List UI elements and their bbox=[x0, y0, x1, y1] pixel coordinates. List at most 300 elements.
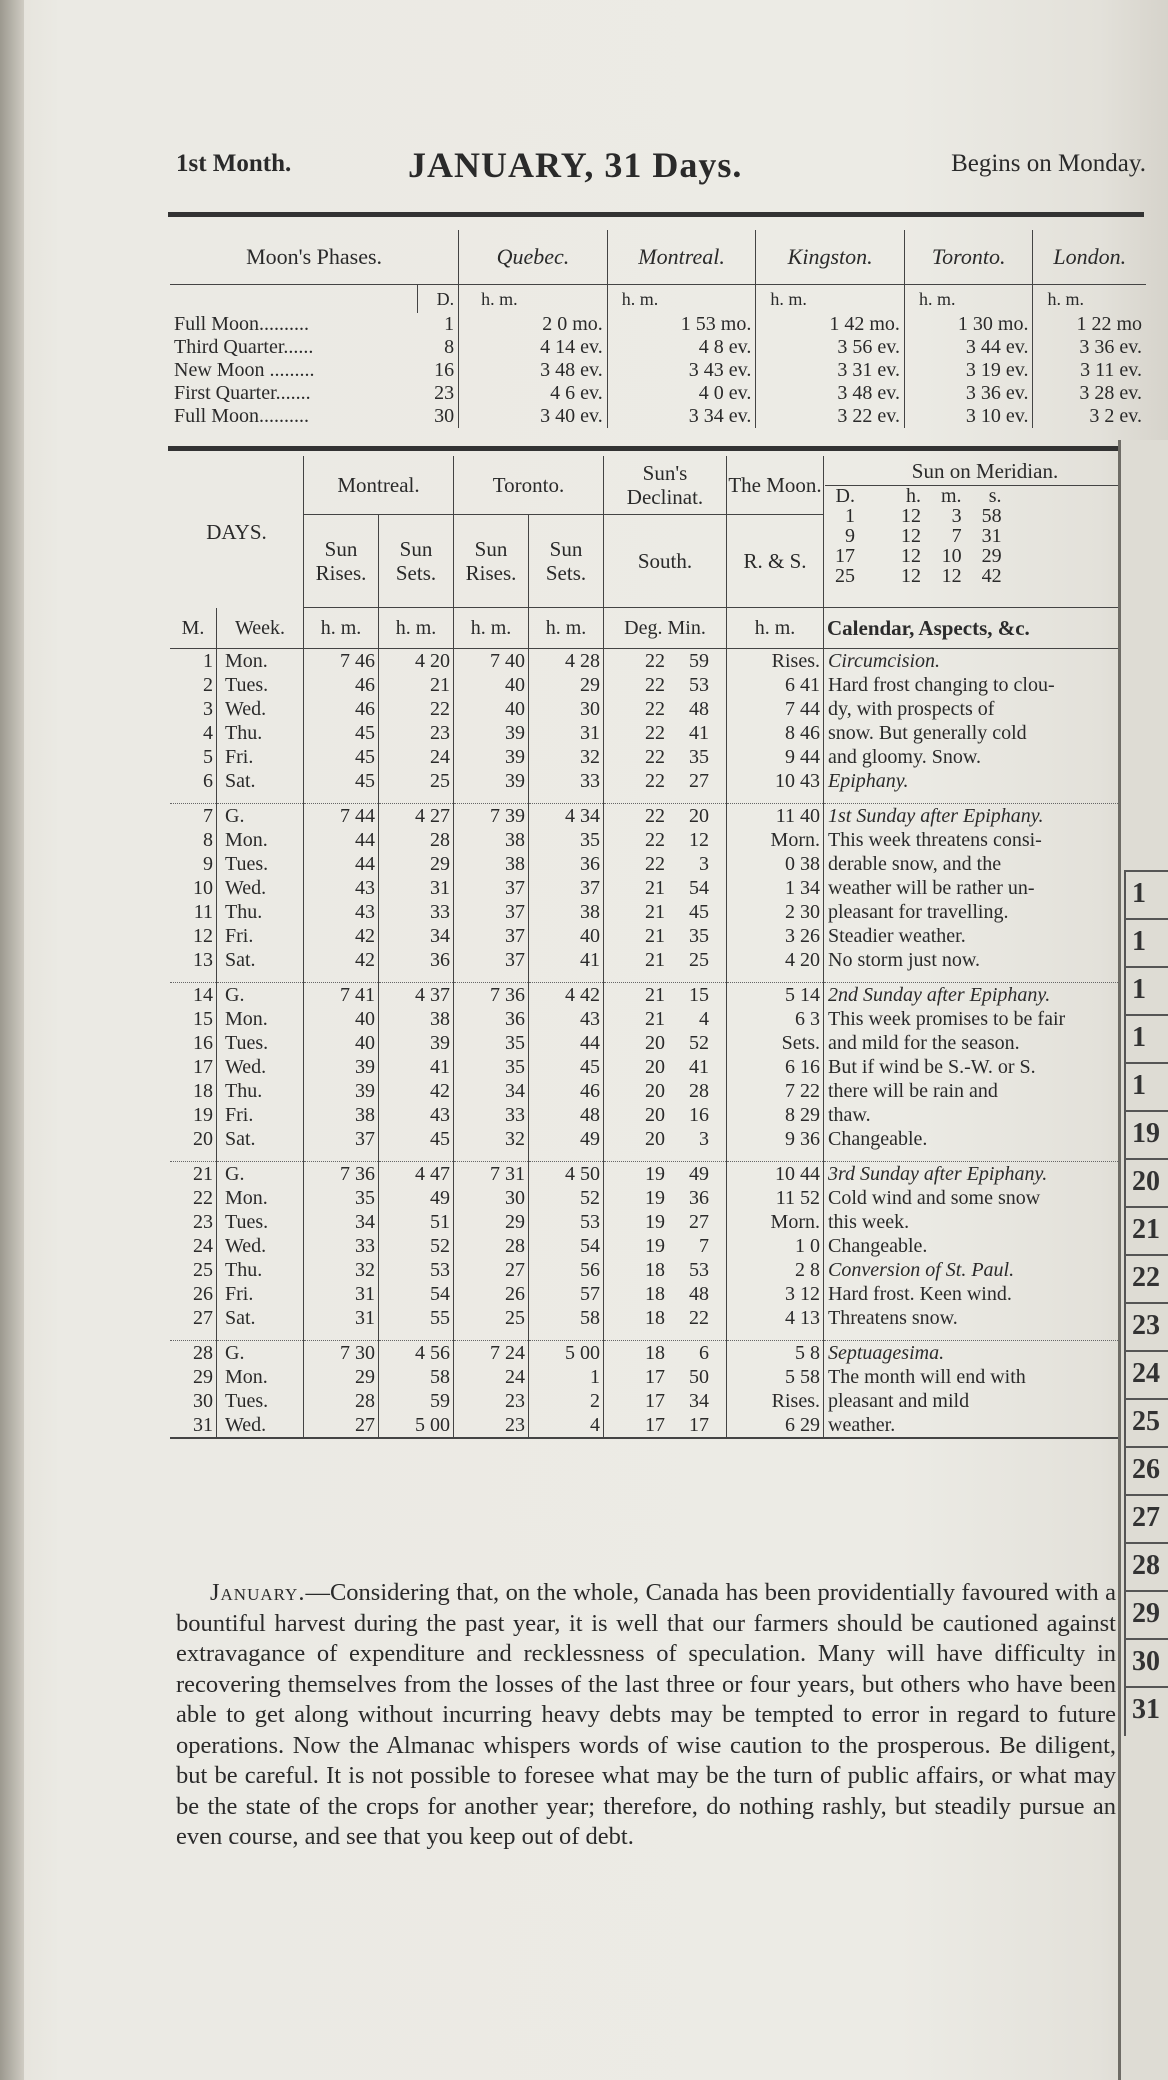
calendar-remark: This week threatens consi- bbox=[828, 829, 1042, 851]
toronto-sunrise: 37 bbox=[454, 948, 529, 972]
toronto-sunrise: 23 bbox=[454, 1413, 529, 1438]
calendar-remark: 3rd Sunday after Epiphany. bbox=[828, 1163, 1048, 1185]
calendar-remark: this week. bbox=[828, 1211, 910, 1233]
decl-deg: 20 bbox=[645, 1128, 665, 1150]
calendar-remark: and gloomy. Snow. bbox=[828, 746, 981, 768]
decl-deg: 22 bbox=[645, 746, 665, 768]
day-of-month: 3 bbox=[170, 697, 217, 721]
weekday: Fri. bbox=[217, 1103, 304, 1127]
day-of-month: 16 bbox=[170, 1031, 217, 1055]
decl-min: 4 bbox=[699, 1008, 709, 1030]
montreal-sunrise: 7 30 bbox=[304, 1341, 379, 1366]
toronto-sunset: 4 bbox=[529, 1413, 604, 1438]
hdr-days: DAYS. bbox=[170, 456, 304, 608]
montreal-sunrise: 35 bbox=[304, 1186, 379, 1210]
phase-row bbox=[170, 359, 1146, 382]
weekday: Tues. bbox=[217, 673, 304, 697]
montreal-sunrise: 33 bbox=[304, 1234, 379, 1258]
day-of-month: 6 bbox=[170, 769, 217, 793]
sun-declination bbox=[604, 1389, 727, 1413]
edge-tab: 19 bbox=[1124, 1110, 1168, 1160]
calendar-remark: Steadier weather. bbox=[828, 925, 966, 947]
phase-name: Full Moon.......... bbox=[174, 313, 310, 335]
quebec-time: 4 14 ev. bbox=[459, 336, 608, 359]
meridian-cell: 17 bbox=[835, 545, 855, 567]
quebec-time: 2 0 mo. bbox=[459, 313, 608, 336]
day-of-month: 31 bbox=[170, 1413, 217, 1438]
kingston-time: 3 48 ev. bbox=[756, 382, 905, 405]
moon-rise-set: 6 29 bbox=[727, 1413, 824, 1438]
col-toronto: Toronto. bbox=[904, 230, 1033, 285]
edge-tab: 31 bbox=[1124, 1686, 1168, 1736]
decl-deg: 22 bbox=[645, 805, 665, 827]
sun-declination bbox=[604, 983, 727, 1008]
toronto-sunrise: 38 bbox=[454, 828, 529, 852]
day-row bbox=[170, 1413, 1146, 1438]
moon-rise-set: 8 29 bbox=[727, 1103, 824, 1127]
day-row bbox=[170, 1007, 1146, 1031]
weekday: Sat. bbox=[217, 1127, 304, 1151]
montreal-sunrise: 43 bbox=[304, 876, 379, 900]
day-row bbox=[170, 673, 1146, 697]
unit-hm: h. m. bbox=[607, 285, 756, 314]
calendar-remark: snow. But generally cold bbox=[828, 722, 1027, 744]
day-row bbox=[170, 900, 1146, 924]
hdr-calendar: Calendar, Aspects, &c. bbox=[824, 608, 1147, 649]
sun-declination bbox=[604, 745, 727, 769]
toronto-sunset: 30 bbox=[529, 697, 604, 721]
montreal-sunrise: 31 bbox=[304, 1282, 379, 1306]
day-row bbox=[170, 1079, 1146, 1103]
moon-rise-set: 5 8 bbox=[727, 1341, 824, 1366]
montreal-sunrise: 7 36 bbox=[304, 1162, 379, 1187]
calendar-remark: Circumcision. bbox=[828, 650, 941, 672]
calendar-remark: Conversion of St. Paul. bbox=[828, 1259, 1015, 1281]
decl-deg: 21 bbox=[645, 1008, 665, 1030]
meridian-cell: 12 bbox=[941, 565, 962, 587]
sun-declination bbox=[604, 1258, 727, 1282]
decl-deg: 21 bbox=[645, 949, 665, 971]
london-time: 3 36 ev. bbox=[1079, 336, 1142, 358]
meridian-cell: 12 bbox=[901, 505, 921, 527]
hdr-rs: R. & S. bbox=[727, 515, 824, 608]
sun-declination bbox=[604, 649, 727, 674]
decl-deg: 22 bbox=[645, 650, 665, 672]
moon-rise-set: 3 12 bbox=[727, 1282, 824, 1306]
toronto-sunrise: 32 bbox=[454, 1127, 529, 1151]
decl-min: 48 bbox=[689, 1283, 709, 1305]
week-separator bbox=[170, 1330, 1146, 1341]
unit-hm: h. m. bbox=[904, 285, 1033, 314]
moon-rise-set: 4 13 bbox=[727, 1306, 824, 1330]
calendar-remark: The month will end with bbox=[828, 1366, 1026, 1388]
edge-tab: 21 bbox=[1124, 1206, 1168, 1256]
day-row bbox=[170, 1127, 1146, 1151]
day-row bbox=[170, 804, 1146, 829]
moon-rise-set: 10 43 bbox=[727, 769, 824, 793]
toronto-sunrise: 26 bbox=[454, 1282, 529, 1306]
kingston-time: 3 56 ev. bbox=[756, 336, 905, 359]
sun-declination bbox=[604, 876, 727, 900]
decl-deg: 21 bbox=[645, 877, 665, 899]
calendar-remark: Hard frost changing to clou- bbox=[828, 674, 1055, 696]
meridian-cell: 10 bbox=[941, 545, 962, 567]
day-row bbox=[170, 924, 1146, 948]
montreal-sunset: 4 47 bbox=[379, 1162, 454, 1187]
toronto-sunset: 36 bbox=[529, 852, 604, 876]
day-row bbox=[170, 1186, 1146, 1210]
montreal-sunset: 25 bbox=[379, 769, 454, 793]
phase-day: 30 bbox=[418, 405, 459, 428]
sun-declination bbox=[604, 1341, 727, 1366]
decl-min: 35 bbox=[689, 925, 709, 947]
day-row bbox=[170, 1210, 1146, 1234]
toronto-sunrise: 35 bbox=[454, 1031, 529, 1055]
hdr-week: Week. bbox=[217, 608, 304, 649]
week-separator bbox=[170, 793, 1146, 804]
sun-declination bbox=[604, 1007, 727, 1031]
montreal-sunset: 22 bbox=[379, 697, 454, 721]
day-of-month: 18 bbox=[170, 1079, 217, 1103]
edge-tab: 26 bbox=[1124, 1446, 1168, 1496]
sun-declination bbox=[604, 924, 727, 948]
decl-min: 3 bbox=[699, 1128, 709, 1150]
calendar-remark: Cold wind and some snow bbox=[828, 1187, 1041, 1209]
decl-min: 54 bbox=[689, 877, 709, 899]
edge-tab: 20 bbox=[1124, 1158, 1168, 1208]
toronto-sunrise: 29 bbox=[454, 1210, 529, 1234]
toronto-sunset: 5 00 bbox=[529, 1341, 604, 1366]
day-of-month: 7 bbox=[170, 804, 217, 829]
montreal-time: 4 0 ev. bbox=[607, 382, 756, 405]
phase-row bbox=[170, 382, 1146, 405]
day-of-month: 17 bbox=[170, 1055, 217, 1079]
toronto-sunset: 58 bbox=[529, 1306, 604, 1330]
day-of-month: 10 bbox=[170, 876, 217, 900]
weekday: Thu. bbox=[217, 1079, 304, 1103]
decl-min: 49 bbox=[689, 1163, 709, 1185]
phases-rule bbox=[168, 446, 1144, 451]
moon-rise-set: Morn. bbox=[727, 1210, 824, 1234]
moon-phases-table bbox=[170, 230, 1146, 428]
montreal-sunrise: 29 bbox=[304, 1365, 379, 1389]
hdr-sun-declination: Sun's Declinat. bbox=[604, 456, 727, 515]
hdr-toronto-rises: Sun Rises. bbox=[454, 515, 529, 608]
day-of-month: 13 bbox=[170, 948, 217, 972]
montreal-sunrise: 28 bbox=[304, 1389, 379, 1413]
phase-name: Full Moon.......... bbox=[174, 405, 310, 427]
moon-rise-set: 6 41 bbox=[727, 673, 824, 697]
montreal-sunrise: 39 bbox=[304, 1079, 379, 1103]
decl-min: 28 bbox=[689, 1080, 709, 1102]
toronto-sunset: 35 bbox=[529, 828, 604, 852]
sun-declination bbox=[604, 1103, 727, 1127]
units-row bbox=[170, 608, 1146, 649]
decl-deg: 18 bbox=[645, 1307, 665, 1329]
weekday: Fri. bbox=[217, 745, 304, 769]
day-of-month: 12 bbox=[170, 924, 217, 948]
toronto-sunset: 43 bbox=[529, 1007, 604, 1031]
toronto-sunset: 44 bbox=[529, 1031, 604, 1055]
day-of-month: 1 bbox=[170, 649, 217, 674]
edge-tab: 28 bbox=[1124, 1542, 1168, 1592]
toronto-sunrise: 24 bbox=[454, 1365, 529, 1389]
montreal-sunset: 39 bbox=[379, 1031, 454, 1055]
day-row bbox=[170, 649, 1146, 674]
edge-tab: 22 bbox=[1124, 1254, 1168, 1304]
montreal-sunset: 24 bbox=[379, 745, 454, 769]
header-rule bbox=[168, 212, 1144, 217]
decl-min: 22 bbox=[689, 1307, 709, 1329]
sun-declination bbox=[604, 1234, 727, 1258]
phase-rows bbox=[170, 285, 1146, 429]
daily-table bbox=[170, 456, 1146, 1439]
london-time: 3 11 ev. bbox=[1080, 359, 1142, 381]
toronto-sunrise: 37 bbox=[454, 924, 529, 948]
montreal-sunrise: 45 bbox=[304, 745, 379, 769]
weekday: Wed. bbox=[217, 1234, 304, 1258]
toronto-sunrise: 34 bbox=[454, 1079, 529, 1103]
toronto-time: 3 19 ev. bbox=[904, 359, 1033, 382]
day-of-month: 20 bbox=[170, 1127, 217, 1151]
sun-declination bbox=[604, 852, 727, 876]
month-number: 1st Month. bbox=[176, 150, 292, 177]
page-title: JANUARY, 31 Days. bbox=[408, 145, 743, 185]
sun-declination bbox=[604, 1162, 727, 1187]
sun-declination bbox=[604, 697, 727, 721]
weekday: G. bbox=[217, 804, 304, 829]
meridian-cell: 29 bbox=[981, 545, 1002, 567]
decl-min: 45 bbox=[689, 901, 709, 923]
calendar-remark: Epiphany. bbox=[828, 770, 909, 792]
montreal-sunset: 58 bbox=[379, 1365, 454, 1389]
day-row bbox=[170, 1055, 1146, 1079]
calendar-remark: This week promises to be fair bbox=[828, 1008, 1066, 1030]
montreal-sunset: 33 bbox=[379, 900, 454, 924]
sun-declination bbox=[604, 900, 727, 924]
weekday: Wed. bbox=[217, 1055, 304, 1079]
sun-declination bbox=[604, 721, 727, 745]
montreal-sunrise: 46 bbox=[304, 697, 379, 721]
montreal-sunrise: 40 bbox=[304, 1031, 379, 1055]
montreal-sunrise: 7 46 bbox=[304, 649, 379, 674]
unit-hm: h. m. bbox=[459, 285, 608, 314]
toronto-sunset: 4 42 bbox=[529, 983, 604, 1008]
montreal-sunrise: 7 41 bbox=[304, 983, 379, 1008]
toronto-sunrise: 37 bbox=[454, 900, 529, 924]
edge-tab: 1 bbox=[1124, 918, 1168, 968]
montreal-sunset: 43 bbox=[379, 1103, 454, 1127]
toronto-sunrise: 39 bbox=[454, 745, 529, 769]
toronto-sunset: 2 bbox=[529, 1389, 604, 1413]
calendar-remark: dy, with prospects of bbox=[828, 698, 995, 720]
toronto-sunrise: 7 39 bbox=[454, 804, 529, 829]
note-text: —Considering that, on the whole, Canada has been providentially favoured with a bountiful harvest during the past year, it is well that our farmers should be cautioned against extravagance of expenditure and recklessness of speculation. Many will have difficulty in recovering themselves from the losses of the last three or four years, but others who have been able to get along without incurring heavy debts may be tempted to error in regard to future operations. Now the Almanac whispers words of wise caution to the prosperous. Be diligent, but be careful. It is not possible to foresee what may be the turn of public affairs, or what may be the state of the crops for another year; therefore, do nothing rashly, but steadily pursue an even course, and see that you keep out of debt. bbox=[176, 1579, 1116, 1850]
moon-rise-set: 9 36 bbox=[727, 1127, 824, 1151]
toronto-sunrise: 28 bbox=[454, 1234, 529, 1258]
montreal-sunrise: 34 bbox=[304, 1210, 379, 1234]
phase-day: 23 bbox=[418, 382, 459, 405]
montreal-time: 3 34 ev. bbox=[607, 405, 756, 428]
phase-row bbox=[170, 336, 1146, 359]
day-row bbox=[170, 1103, 1146, 1127]
decl-min: 25 bbox=[689, 949, 709, 971]
day-of-month: 25 bbox=[170, 1258, 217, 1282]
meridian-cell: 25 bbox=[835, 565, 855, 587]
toronto-time: 3 44 ev. bbox=[904, 336, 1033, 359]
day-of-month: 26 bbox=[170, 1282, 217, 1306]
weekday: Thu. bbox=[217, 1258, 304, 1282]
decl-deg: 22 bbox=[645, 853, 665, 875]
montreal-sunset: 49 bbox=[379, 1186, 454, 1210]
weekday: G. bbox=[217, 1341, 304, 1366]
weekday: Thu. bbox=[217, 721, 304, 745]
decl-deg: 17 bbox=[645, 1414, 665, 1436]
toronto-sunset: 37 bbox=[529, 876, 604, 900]
begins-on: Begins on Monday. bbox=[951, 150, 1146, 177]
decl-deg: 22 bbox=[645, 698, 665, 720]
meridian-cell: 31 bbox=[981, 525, 1002, 547]
edge-tab: 1 bbox=[1124, 870, 1168, 920]
montreal-sunset: 23 bbox=[379, 721, 454, 745]
meridian-row bbox=[825, 506, 1012, 526]
toronto-sunrise: 39 bbox=[454, 769, 529, 793]
decl-min: 16 bbox=[689, 1104, 709, 1126]
decl-min: 15 bbox=[689, 984, 709, 1006]
sun-declination bbox=[604, 1210, 727, 1234]
montreal-sunrise: 38 bbox=[304, 1103, 379, 1127]
edge-tab: 1 bbox=[1124, 1062, 1168, 1112]
weekday: Wed. bbox=[217, 876, 304, 900]
montreal-sunrise: 37 bbox=[304, 1127, 379, 1151]
edge-tab: 24 bbox=[1124, 1350, 1168, 1400]
phase-row bbox=[170, 313, 1146, 336]
meridian-cell: 12 bbox=[901, 545, 921, 567]
montreal-sunrise: 27 bbox=[304, 1413, 379, 1438]
toronto-sunset: 33 bbox=[529, 769, 604, 793]
montreal-sunrise: 7 44 bbox=[304, 804, 379, 829]
moon-rise-set: 5 14 bbox=[727, 983, 824, 1008]
decl-min: 48 bbox=[689, 698, 709, 720]
day-row bbox=[170, 1365, 1146, 1389]
day-of-month: 4 bbox=[170, 721, 217, 745]
day-of-month: 30 bbox=[170, 1389, 217, 1413]
meridian-cell: 12 bbox=[901, 525, 921, 547]
quebec-time: 3 48 ev. bbox=[459, 359, 608, 382]
toronto-sunset: 46 bbox=[529, 1079, 604, 1103]
day-of-month: 11 bbox=[170, 900, 217, 924]
day-of-month: 29 bbox=[170, 1365, 217, 1389]
london-time: 3 28 ev. bbox=[1079, 382, 1142, 404]
daily-rows bbox=[170, 608, 1146, 1439]
montreal-time: 1 53 mo. bbox=[607, 313, 756, 336]
day-row bbox=[170, 1258, 1146, 1282]
decl-deg: 22 bbox=[645, 829, 665, 851]
hdr-montreal: Montreal. bbox=[304, 456, 454, 515]
hdr-toronto-sets: Sun Sets. bbox=[529, 515, 604, 608]
decl-min: 41 bbox=[689, 722, 709, 744]
sun-declination bbox=[604, 1079, 727, 1103]
day-row bbox=[170, 745, 1146, 769]
sun-declination bbox=[604, 1055, 727, 1079]
sun-declination bbox=[604, 1413, 727, 1438]
decl-min: 53 bbox=[689, 674, 709, 696]
day-of-month: 24 bbox=[170, 1234, 217, 1258]
edge-tab: 25 bbox=[1124, 1398, 1168, 1448]
moon-rise-set: Morn. bbox=[727, 828, 824, 852]
moon-rise-set: 11 52 bbox=[727, 1186, 824, 1210]
sun-declination bbox=[604, 1127, 727, 1151]
toronto-sunset: 41 bbox=[529, 948, 604, 972]
day-of-month: 19 bbox=[170, 1103, 217, 1127]
page-header bbox=[176, 145, 1146, 190]
toronto-sunrise: 40 bbox=[454, 697, 529, 721]
montreal-sunset: 36 bbox=[379, 948, 454, 972]
montreal-sunrise: 39 bbox=[304, 1055, 379, 1079]
montreal-sunset: 4 27 bbox=[379, 804, 454, 829]
decl-min: 7 bbox=[699, 1235, 709, 1257]
decl-min: 41 bbox=[689, 1056, 709, 1078]
toronto-sunrise: 37 bbox=[454, 876, 529, 900]
edge-tab: 27 bbox=[1124, 1494, 1168, 1544]
hdr-m: M. bbox=[170, 608, 217, 649]
toronto-sunset: 56 bbox=[529, 1258, 604, 1282]
day-row bbox=[170, 1234, 1146, 1258]
day-of-month: 27 bbox=[170, 1306, 217, 1330]
montreal-sunset: 51 bbox=[379, 1210, 454, 1234]
moon-rise-set: 3 26 bbox=[727, 924, 824, 948]
toronto-sunset: 4 34 bbox=[529, 804, 604, 829]
montreal-sunrise: 42 bbox=[304, 924, 379, 948]
decl-deg: 18 bbox=[645, 1259, 665, 1281]
toronto-sunrise: 40 bbox=[454, 673, 529, 697]
weekday: Fri. bbox=[217, 1282, 304, 1306]
sun-declination bbox=[604, 804, 727, 829]
col-london: London. bbox=[1033, 230, 1146, 285]
toronto-sunrise: 7 36 bbox=[454, 983, 529, 1008]
montreal-sunset: 38 bbox=[379, 1007, 454, 1031]
col-quebec: Quebec. bbox=[459, 230, 608, 285]
sun-declination bbox=[604, 1186, 727, 1210]
decl-deg: 18 bbox=[645, 1283, 665, 1305]
calendar-remark: 2nd Sunday after Epiphany. bbox=[828, 984, 1051, 1006]
toronto-sunrise: 39 bbox=[454, 721, 529, 745]
toronto-sunrise: 25 bbox=[454, 1306, 529, 1330]
quebec-time: 4 6 ev. bbox=[459, 382, 608, 405]
day-row bbox=[170, 1341, 1146, 1366]
toronto-sunset: 49 bbox=[529, 1127, 604, 1151]
calendar-remark: there will be rain and bbox=[828, 1080, 998, 1102]
decl-deg: 18 bbox=[645, 1342, 665, 1364]
edge-tab: 1 bbox=[1124, 966, 1168, 1016]
weekday: Sat. bbox=[217, 948, 304, 972]
london-time: 1 22 mo bbox=[1076, 313, 1142, 335]
toronto-sunrise: 27 bbox=[454, 1258, 529, 1282]
weekday: Wed. bbox=[217, 697, 304, 721]
decl-min: 17 bbox=[689, 1414, 709, 1436]
weekday: Fri. bbox=[217, 924, 304, 948]
moon-rise-set: 0 38 bbox=[727, 852, 824, 876]
decl-min: 20 bbox=[689, 805, 709, 827]
phase-name: Third Quarter...... bbox=[174, 336, 314, 358]
moon-rise-set: 7 22 bbox=[727, 1079, 824, 1103]
weekday: Sat. bbox=[217, 769, 304, 793]
montreal-sunrise: 40 bbox=[304, 1007, 379, 1031]
toronto-sunset: 54 bbox=[529, 1234, 604, 1258]
toronto-sunrise: 23 bbox=[454, 1389, 529, 1413]
decl-deg: 22 bbox=[645, 722, 665, 744]
montreal-sunset: 29 bbox=[379, 852, 454, 876]
